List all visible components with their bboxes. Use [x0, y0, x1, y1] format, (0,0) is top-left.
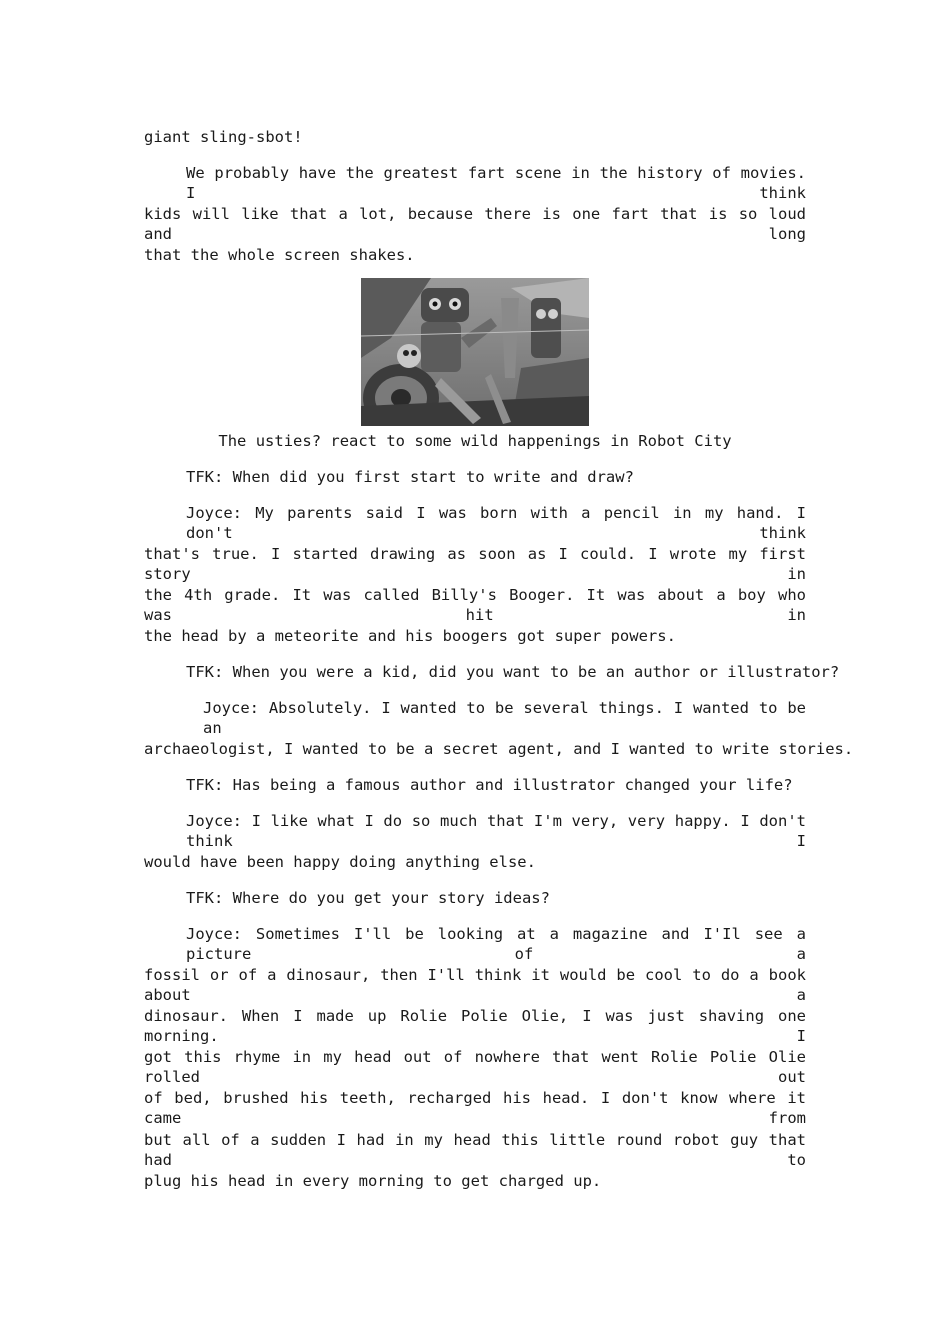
- paragraph-line: archaeologist, I wanted to be a secret agent, and I wanted to write stories.: [144, 740, 854, 758]
- paragraph-line: Joyce: Absolutely. I wanted to be several things. I wanted to be an: [203, 699, 806, 737]
- paragraph-line: plug his head in every morning to get charged up.: [144, 1172, 602, 1190]
- interview-question: TFK: When did you first start to write and draw?: [186, 468, 634, 486]
- paragraph-line: that's true. I started drawing as soon as I could. I wrote my first story in: [144, 545, 806, 583]
- interview-question: TFK: Has being a famous author and illustrator changed your life?: [186, 776, 793, 794]
- paragraph-line: got this rhyme in my head out of nowhere that went Rolie Polie Olie rolled out: [144, 1048, 806, 1086]
- interview-question: TFK: Where do you get your story ideas?: [186, 889, 550, 907]
- paragraph-line: Joyce: My parents said I was born with a pencil in my hand. I don't think: [186, 504, 806, 542]
- paragraph-line: kids will like that a lot, because there is one fart that is so loud and long: [144, 205, 806, 243]
- paragraph-line: but all of a sudden I had in my head this little round robot guy that had to: [144, 1131, 806, 1169]
- paragraph-line: We probably have the greatest fart scene in the history of movies. I think: [186, 164, 806, 202]
- interview-question: TFK: When you were a kid, did you want to be an author or illustrator?: [186, 663, 840, 681]
- paragraph-line: the 4th grade. It was called Billy's Booger. It was about a boy who was hit in: [144, 586, 806, 624]
- paragraph-line: the head by a meteorite and his boogers got super powers.: [144, 627, 676, 645]
- paragraph-line: dinosaur. When I made up Rolie Polie Olie, I was just shaving one morning. I: [144, 1007, 806, 1045]
- robot-city-photo: [361, 278, 589, 426]
- paragraph-line: giant sling-sbot!: [144, 128, 303, 146]
- paragraph-line: of bed, brushed his teeth, recharged his head. I don't know where it came from: [144, 1089, 806, 1127]
- paragraph-line: Joyce: Sometimes I'll be looking at a magazine and I'Il see a picture of a: [186, 925, 806, 963]
- figure-caption: The usties? react to some wild happenings in Robot City: [218, 432, 732, 450]
- paragraph-line: would have been happy doing anything else.: [144, 853, 536, 871]
- paragraph-line: Joyce: I like what I do so much that I'm very, very happy. I don't think I: [186, 812, 806, 850]
- paragraph-line: that the whole screen shakes.: [144, 246, 415, 264]
- paragraph-line: fossil or of a dinosaur, then I'll think it would be cool to do a book about a: [144, 966, 806, 1004]
